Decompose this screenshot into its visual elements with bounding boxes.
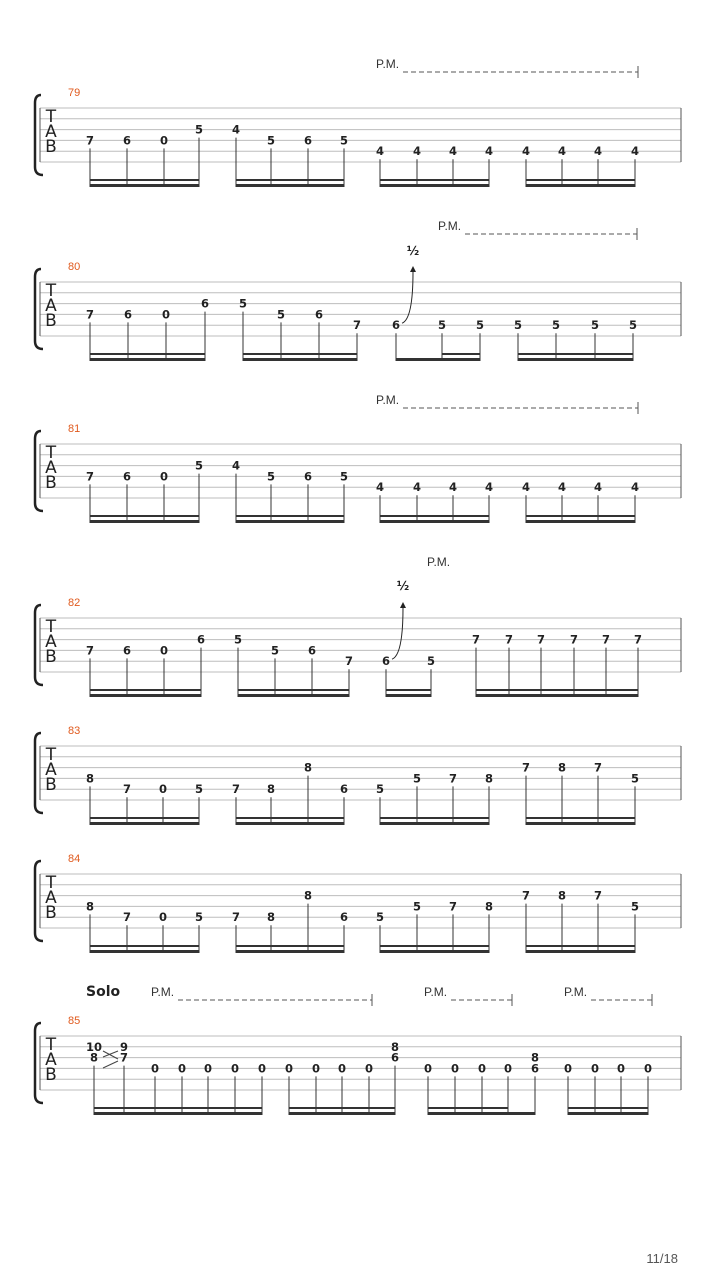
fret-number: 4 bbox=[557, 144, 567, 159]
tab-clef-letter: T bbox=[45, 873, 57, 893]
fret-number: 4 bbox=[557, 480, 567, 495]
tab-clef-letter: T bbox=[45, 617, 57, 637]
fret-number: 8 bbox=[557, 760, 567, 775]
fret-number: 7 bbox=[536, 632, 546, 647]
measure-number: 79 bbox=[68, 87, 81, 99]
fret-number: 0 bbox=[450, 1061, 460, 1076]
beam-primary bbox=[386, 694, 431, 697]
fret-number: 0 bbox=[158, 910, 168, 925]
beam-secondary bbox=[236, 179, 344, 181]
beam-secondary bbox=[236, 945, 344, 947]
measure-number: 85 bbox=[68, 1015, 81, 1027]
beam-primary bbox=[526, 822, 635, 825]
beam-primary bbox=[238, 694, 349, 697]
fret-number: 9 bbox=[119, 1039, 129, 1054]
system-bracket bbox=[35, 431, 43, 511]
fret-number: 4 bbox=[484, 480, 494, 495]
tab-clef-letter: A bbox=[45, 122, 57, 142]
bend-curve bbox=[402, 272, 413, 323]
bend-amount: ½ bbox=[396, 579, 410, 593]
beam-secondary bbox=[236, 515, 344, 517]
fret-number: 5 bbox=[233, 632, 243, 647]
tab-clef-letter: B bbox=[45, 1065, 57, 1085]
fret-number: 4 bbox=[593, 144, 603, 159]
fret-number: 0 bbox=[159, 643, 169, 658]
fret-number: 5 bbox=[276, 307, 286, 322]
tab-clef-letter: B bbox=[45, 775, 57, 795]
palm-mute-label: P.M. bbox=[438, 219, 462, 233]
fret-number: 6 bbox=[303, 469, 313, 484]
fret-number: 6 bbox=[314, 307, 324, 322]
fret-number: 4 bbox=[231, 458, 241, 473]
tab-clef-letter: B bbox=[45, 903, 57, 923]
fret-number: 0 bbox=[159, 133, 169, 148]
beam-secondary bbox=[90, 817, 199, 819]
fret-number: 6 bbox=[390, 1050, 400, 1065]
fret-number: 7 bbox=[352, 318, 362, 333]
beam-primary bbox=[94, 1112, 262, 1115]
beam-primary bbox=[380, 950, 489, 953]
beam-primary bbox=[518, 358, 633, 361]
tab-clef-letter: T bbox=[45, 281, 57, 301]
beam-primary bbox=[289, 1112, 395, 1115]
tab-clef-letter: A bbox=[45, 760, 57, 780]
fret-number: 0 bbox=[477, 1061, 487, 1076]
tab-clef-letter: A bbox=[45, 632, 57, 652]
fret-number: 6 bbox=[391, 318, 401, 333]
system-bracket bbox=[35, 1023, 43, 1103]
beam-secondary bbox=[442, 353, 480, 355]
fret-number: 7 bbox=[521, 888, 531, 903]
tab-clef-letter: A bbox=[45, 1050, 57, 1070]
fret-number: 4 bbox=[521, 480, 531, 495]
system-bracket bbox=[35, 605, 43, 685]
fret-number: 5 bbox=[375, 910, 385, 925]
beam-primary bbox=[380, 184, 489, 187]
beam-primary bbox=[90, 358, 205, 361]
beam-primary bbox=[428, 1112, 535, 1115]
fret-number: 0 bbox=[616, 1061, 626, 1076]
tab-system-79 bbox=[35, 57, 681, 187]
beam-secondary bbox=[476, 689, 638, 691]
fret-number: 0 bbox=[161, 307, 171, 322]
palm-mute-label: P.M. bbox=[376, 393, 400, 407]
beam-secondary bbox=[380, 945, 489, 947]
bend-arrow bbox=[400, 602, 406, 608]
beam-primary bbox=[568, 1112, 648, 1115]
fret-number: 4 bbox=[412, 144, 422, 159]
beam-secondary bbox=[526, 945, 635, 947]
beam-secondary bbox=[238, 689, 349, 691]
fret-number: 0 bbox=[257, 1061, 267, 1076]
system-bracket bbox=[35, 95, 43, 175]
fret-number: 7 bbox=[85, 643, 95, 658]
fret-number: 0 bbox=[284, 1061, 294, 1076]
fret-number: 7 bbox=[448, 899, 458, 914]
fret-number: 5 bbox=[339, 133, 349, 148]
fret-number: 5 bbox=[375, 782, 385, 797]
fret-number: 4 bbox=[630, 480, 640, 495]
slide-mark bbox=[103, 1061, 118, 1068]
tab-clef-letter: T bbox=[45, 1035, 57, 1055]
tab-clef-letter: B bbox=[45, 137, 57, 157]
fret-number: 7 bbox=[344, 654, 354, 669]
fret-number: 4 bbox=[484, 144, 494, 159]
beam-primary bbox=[90, 520, 199, 523]
tab-system-85 bbox=[35, 984, 681, 1115]
fret-number: 10 bbox=[85, 1039, 103, 1054]
fret-number: 8 bbox=[89, 1050, 99, 1065]
fret-number: 6 bbox=[122, 133, 132, 148]
beam-primary bbox=[380, 822, 489, 825]
fret-number: 4 bbox=[448, 480, 458, 495]
fret-number: 6 bbox=[122, 643, 132, 658]
fret-number: 5 bbox=[194, 910, 204, 925]
tab-clef-letter: T bbox=[45, 107, 57, 127]
fret-number: 0 bbox=[158, 782, 168, 797]
fret-number: 8 bbox=[484, 899, 494, 914]
tab-clef-letter: A bbox=[45, 296, 57, 316]
fret-number: 5 bbox=[630, 899, 640, 914]
fret-number: 7 bbox=[119, 1050, 129, 1065]
fret-number: 5 bbox=[412, 771, 422, 786]
beam-primary bbox=[90, 950, 199, 953]
fret-number: 8 bbox=[85, 899, 95, 914]
beam-secondary bbox=[386, 689, 431, 691]
fret-number: 0 bbox=[311, 1061, 321, 1076]
fret-number: 5 bbox=[194, 782, 204, 797]
fret-number: 0 bbox=[177, 1061, 187, 1076]
fret-number: 7 bbox=[504, 632, 514, 647]
fret-number: 0 bbox=[503, 1061, 513, 1076]
beam-primary bbox=[396, 358, 480, 361]
measure-number: 80 bbox=[68, 261, 81, 273]
tab-clef-letter: A bbox=[45, 888, 57, 908]
tab-clef-letter: T bbox=[45, 745, 57, 765]
fret-number: 5 bbox=[266, 469, 276, 484]
system-bracket bbox=[35, 269, 43, 349]
fret-number: 0 bbox=[590, 1061, 600, 1076]
beam-secondary bbox=[236, 817, 344, 819]
fret-number: 0 bbox=[337, 1061, 347, 1076]
fret-number: 5 bbox=[630, 771, 640, 786]
tab-system-80 bbox=[35, 219, 681, 361]
beam-secondary bbox=[380, 817, 489, 819]
beam-secondary bbox=[90, 515, 199, 517]
beam-primary bbox=[526, 520, 635, 523]
fret-number: 4 bbox=[412, 480, 422, 495]
fret-number: 6 bbox=[196, 632, 206, 647]
fret-number: 0 bbox=[563, 1061, 573, 1076]
measure-number: 84 bbox=[68, 853, 81, 865]
beam-primary bbox=[380, 520, 489, 523]
fret-number: 0 bbox=[230, 1061, 240, 1076]
beam-primary bbox=[236, 520, 344, 523]
fret-number: 4 bbox=[521, 144, 531, 159]
beam-secondary bbox=[90, 945, 199, 947]
fret-number: 8 bbox=[557, 888, 567, 903]
bend-curve bbox=[392, 608, 403, 659]
beam-secondary bbox=[428, 1107, 508, 1109]
fret-number: 4 bbox=[375, 144, 385, 159]
beam-secondary bbox=[90, 689, 201, 691]
fret-number: 4 bbox=[630, 144, 640, 159]
system-bracket bbox=[35, 733, 43, 813]
fret-number: 7 bbox=[85, 133, 95, 148]
fret-number: 5 bbox=[590, 318, 600, 333]
fret-number: 0 bbox=[643, 1061, 653, 1076]
fret-number: 5 bbox=[513, 318, 523, 333]
fret-number: 4 bbox=[375, 480, 385, 495]
tab-system-83 bbox=[35, 725, 681, 825]
fret-number: 5 bbox=[194, 122, 204, 137]
beam-secondary bbox=[94, 1107, 262, 1109]
beam-secondary bbox=[526, 515, 635, 517]
fret-number: 8 bbox=[530, 1050, 540, 1065]
fret-number: 7 bbox=[633, 632, 643, 647]
fret-number: 5 bbox=[475, 318, 485, 333]
fret-number: 8 bbox=[85, 771, 95, 786]
fret-number: 5 bbox=[238, 296, 248, 311]
fret-number: 6 bbox=[122, 469, 132, 484]
page-number: 11/18 bbox=[646, 1251, 678, 1266]
fret-number: 7 bbox=[521, 760, 531, 775]
bend-amount: ½ bbox=[406, 244, 420, 258]
measure-number: 82 bbox=[68, 597, 81, 609]
fret-number: 7 bbox=[471, 632, 481, 647]
palm-mute-label: P.M. bbox=[564, 985, 588, 999]
fret-number: 7 bbox=[231, 782, 241, 797]
fret-number: 8 bbox=[303, 888, 313, 903]
fret-number: 6 bbox=[381, 654, 391, 669]
tab-clef-letter: B bbox=[45, 647, 57, 667]
fret-number: 4 bbox=[593, 480, 603, 495]
fret-number: 8 bbox=[303, 760, 313, 775]
beam-secondary bbox=[380, 179, 489, 181]
tab-clef-letter: A bbox=[45, 458, 57, 478]
fret-number: 7 bbox=[122, 782, 132, 797]
measure-number: 83 bbox=[68, 725, 81, 737]
tab-system-82 bbox=[35, 555, 681, 697]
fret-number: 6 bbox=[303, 133, 313, 148]
beam-primary bbox=[90, 694, 201, 697]
fret-number: 6 bbox=[123, 307, 133, 322]
palm-mute-label: P.M. bbox=[376, 57, 400, 71]
fret-number: 5 bbox=[628, 318, 638, 333]
beam-secondary bbox=[90, 353, 205, 355]
beam-primary bbox=[236, 950, 344, 953]
system-bracket bbox=[35, 861, 43, 941]
tab-system-81 bbox=[35, 393, 681, 523]
beam-secondary bbox=[380, 515, 489, 517]
fret-number: 7 bbox=[569, 632, 579, 647]
fret-number: 7 bbox=[85, 469, 95, 484]
beam-secondary bbox=[568, 1107, 648, 1109]
beam-primary bbox=[526, 950, 635, 953]
fret-number: 5 bbox=[551, 318, 561, 333]
tab-clef-letter: B bbox=[45, 311, 57, 331]
fret-number: 7 bbox=[601, 632, 611, 647]
fret-number: 0 bbox=[150, 1061, 160, 1076]
tab-clef-letter: T bbox=[45, 443, 57, 463]
fret-number: 5 bbox=[426, 654, 436, 669]
fret-number: 8 bbox=[266, 910, 276, 925]
fret-number: 5 bbox=[412, 899, 422, 914]
beam-primary bbox=[236, 184, 344, 187]
fret-number: 8 bbox=[266, 782, 276, 797]
fret-number: 0 bbox=[159, 469, 169, 484]
fret-number: 5 bbox=[339, 469, 349, 484]
tab-clef-letter: B bbox=[45, 473, 57, 493]
fret-number: 7 bbox=[85, 307, 95, 322]
beam-primary bbox=[243, 358, 357, 361]
section-label: Solo bbox=[86, 984, 121, 1000]
beam-primary bbox=[476, 694, 638, 697]
fret-number: 0 bbox=[423, 1061, 433, 1076]
fret-number: 7 bbox=[231, 910, 241, 925]
fret-number: 6 bbox=[200, 296, 210, 311]
fret-number: 5 bbox=[266, 133, 276, 148]
fret-number: 5 bbox=[194, 458, 204, 473]
fret-number: 4 bbox=[448, 144, 458, 159]
beam-secondary bbox=[518, 353, 633, 355]
beam-primary bbox=[90, 822, 199, 825]
fret-number: 0 bbox=[364, 1061, 374, 1076]
measure-number: 81 bbox=[68, 423, 81, 435]
bend-arrow bbox=[410, 266, 416, 272]
tab-system-84 bbox=[35, 853, 681, 953]
fret-number: 5 bbox=[437, 318, 447, 333]
palm-mute-label: P.M. bbox=[151, 985, 175, 999]
fret-number: 8 bbox=[390, 1039, 400, 1054]
fret-number: 6 bbox=[339, 910, 349, 925]
fret-number: 7 bbox=[593, 760, 603, 775]
fret-number: 0 bbox=[203, 1061, 213, 1076]
fret-number: 6 bbox=[339, 782, 349, 797]
fret-number: 7 bbox=[448, 771, 458, 786]
beam-primary bbox=[236, 822, 344, 825]
palm-mute-label: P.M. bbox=[427, 555, 451, 569]
beam-secondary bbox=[243, 353, 357, 355]
fret-number: 4 bbox=[231, 122, 241, 137]
palm-mute-label: P.M. bbox=[424, 985, 448, 999]
fret-number: 7 bbox=[122, 910, 132, 925]
fret-number: 5 bbox=[270, 643, 280, 658]
fret-number: 6 bbox=[307, 643, 317, 658]
fret-number: 8 bbox=[484, 771, 494, 786]
beam-secondary bbox=[289, 1107, 395, 1109]
beam-primary bbox=[526, 184, 635, 187]
beam-secondary bbox=[90, 179, 199, 181]
beam-primary bbox=[90, 184, 199, 187]
fret-number: 7 bbox=[593, 888, 603, 903]
beam-secondary bbox=[526, 817, 635, 819]
fret-number: 6 bbox=[530, 1061, 540, 1076]
beam-secondary bbox=[526, 179, 635, 181]
